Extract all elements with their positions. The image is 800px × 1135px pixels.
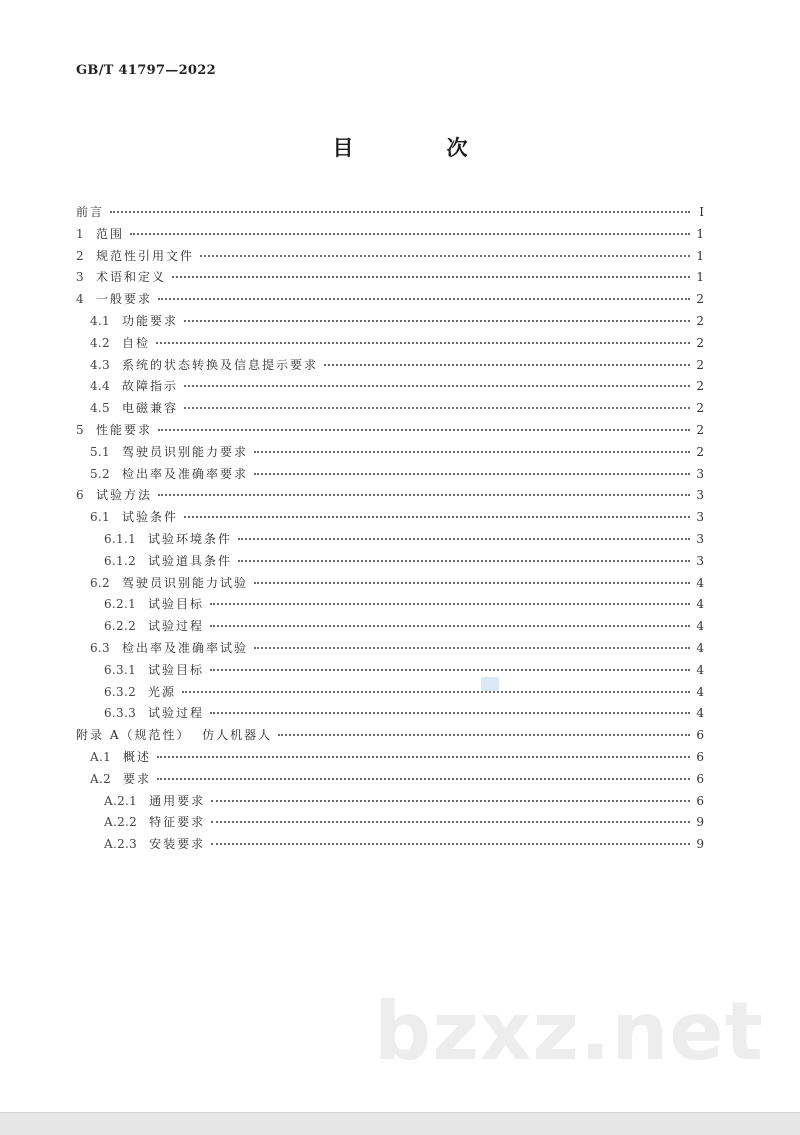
toc-entry[interactable]: [104, 551, 704, 571]
toc-dot-leader: [156, 342, 690, 344]
toc-entry[interactable]: [104, 812, 704, 832]
toc-entry[interactable]: [104, 703, 704, 723]
scan-mark-icon: [481, 677, 499, 691]
toc-dot-leader: [157, 778, 690, 780]
toc-entry-number: 4.2: [90, 335, 110, 350]
toc-dot-leader: [254, 473, 690, 475]
toc-entry-title: 试验道具条件: [148, 553, 233, 568]
toc-entry-number: 6.2: [90, 575, 110, 590]
toc-entry-number: 6.3.3: [104, 706, 137, 721]
toc-entry-page: 6: [696, 728, 704, 743]
toc-dot-leader: [278, 734, 690, 736]
page-bottom-edge: [0, 1112, 800, 1135]
toc-entry-title: 试验过程: [148, 619, 205, 634]
toc-entry[interactable]: [90, 442, 704, 462]
toc-entry-page: 3: [696, 532, 704, 546]
toc-entry[interactable]: [104, 791, 704, 811]
toc-entry[interactable]: [90, 573, 704, 593]
toc-entry-page: 4: [696, 597, 704, 612]
toc-entry-page: 9: [696, 837, 704, 852]
toc-dot-leader: [254, 451, 690, 453]
toc-entry-number: 6.3.2: [104, 684, 137, 699]
toc-entry-page: 1: [696, 226, 704, 241]
toc-entry-title: 范围: [95, 226, 124, 241]
toc-entry[interactable]: [90, 398, 704, 418]
toc-entry-page: 4: [696, 575, 704, 590]
toc-entry-title: 特征要求: [149, 815, 206, 830]
toc-dot-leader: [200, 255, 690, 257]
toc-entry-title: 检出率及准确率试验: [121, 641, 248, 655]
standard-code: GB/T 41797—2022: [76, 63, 216, 78]
toc-entry-number: A.2.2: [104, 815, 138, 830]
toc-entry-number: 6.1.2: [104, 553, 137, 568]
toc-entry-number: 5: [76, 423, 84, 437]
watermark: bzxz.net: [374, 985, 764, 1078]
toc-entry-title: 一般要求: [95, 292, 152, 307]
toc-entry-number: 6.1: [90, 510, 110, 525]
toc-entry[interactable]: [104, 529, 704, 549]
toc-entry-title: 功能要求: [121, 314, 178, 328]
toc-dot-leader: [157, 756, 690, 758]
toc-dot-leader: [211, 843, 690, 845]
toc-dot-leader: [172, 276, 690, 278]
toc-entry-number: 1: [76, 226, 84, 241]
toc-entry-number: 6.2.1: [104, 597, 137, 612]
toc-entry[interactable]: [90, 638, 704, 658]
toc-entry-page: 6: [696, 793, 704, 808]
toc-dot-leader: [182, 691, 690, 693]
toc-entry-number: 4.4: [90, 379, 110, 394]
toc-entry-title: 性能要求: [95, 423, 152, 437]
toc-entry[interactable]: [90, 376, 704, 396]
toc-entry-number: 2: [76, 248, 84, 263]
toc-entry[interactable]: [90, 355, 704, 375]
toc-entry[interactable]: [76, 420, 704, 440]
toc-entry-page: 2: [696, 335, 704, 350]
toc-dot-leader: [158, 494, 690, 496]
toc-entry-title: 检出率及准确率要求: [121, 466, 248, 481]
toc-entry-title: 驾驶员识别能力试验: [121, 575, 248, 590]
toc-entry-page: 2: [696, 314, 704, 328]
toc-dot-leader: [158, 429, 690, 431]
toc-entry-title: 通用要求: [149, 793, 206, 808]
toc-title: 目 次: [332, 135, 504, 160]
toc-entry-title: 光源: [148, 684, 177, 699]
toc-entry-page: 1: [696, 270, 704, 285]
toc-entry[interactable]: [76, 224, 704, 244]
toc-entry[interactable]: [76, 289, 704, 309]
toc-entry-title: 附录 A（规范性） 仿人机器人: [76, 728, 273, 743]
toc-entry-number: A.2.3: [104, 837, 138, 852]
toc-entry-number: 5.2: [90, 466, 110, 481]
toc-entry-page: Ⅰ: [699, 205, 704, 219]
toc-dot-leader: [211, 800, 690, 802]
toc-entry-number: 6.3: [90, 641, 110, 655]
toc-entry-page: 6: [696, 750, 704, 764]
toc-dot-leader: [238, 538, 690, 540]
toc-entry-page: 9: [696, 815, 704, 830]
toc-entry-page: 3: [696, 466, 704, 481]
toc-dot-leader: [184, 320, 690, 322]
toc-entry-title: 试验方法: [95, 488, 152, 503]
toc-entry-title: 概述: [123, 750, 152, 764]
toc-entry-page: 2: [696, 444, 704, 459]
toc-entry[interactable]: [76, 202, 704, 222]
toc-entry-number: 4.1: [90, 314, 110, 328]
toc-dot-leader: [254, 582, 690, 584]
toc-entry-page: 2: [696, 292, 704, 307]
toc-entry-number: 5.1: [90, 444, 110, 459]
toc-entry-page: 6: [696, 771, 704, 786]
toc-entry-number: 4.3: [90, 357, 110, 372]
toc-entry-page: 2: [696, 379, 704, 394]
toc-entry[interactable]: [90, 507, 704, 527]
toc-dot-leader: [110, 211, 690, 213]
toc-entry-number: A.2: [90, 771, 112, 786]
toc-entry-title: 试验条件: [121, 510, 178, 525]
toc-dot-leader: [254, 647, 690, 649]
toc-entry-number: A.2.1: [104, 793, 138, 808]
toc-dot-leader: [210, 625, 690, 627]
toc-entry-number: 6.2.2: [104, 619, 137, 634]
toc-entry[interactable]: [104, 682, 704, 702]
toc-dot-leader: [184, 516, 690, 518]
toc-entry-title: 系统的状态转换及信息提示要求: [121, 357, 318, 372]
toc-dot-leader: [184, 407, 690, 409]
toc-entry-page: 4: [696, 662, 704, 677]
toc-entry[interactable]: [90, 464, 704, 484]
toc-entry-number: 4: [76, 292, 84, 307]
toc-entry-page: 2: [696, 401, 704, 416]
toc-entry-number: 6.1.1: [104, 532, 137, 546]
toc-entry[interactable]: [90, 311, 704, 331]
toc-entry-title: 试验过程: [148, 706, 205, 721]
toc-entry-title: 驾驶员识别能力要求: [121, 444, 248, 459]
toc-entry-title: 试验目标: [148, 597, 205, 612]
toc-entry-title: 安装要求: [149, 837, 206, 852]
toc-entry[interactable]: [76, 267, 704, 287]
toc-entry-page: 3: [696, 488, 704, 503]
toc-entry-title: 术语和定义: [95, 270, 166, 285]
toc-entry[interactable]: [104, 834, 704, 854]
toc-entry[interactable]: [90, 769, 704, 789]
toc-entry-number: 4.5: [90, 401, 110, 416]
toc-dot-leader: [238, 560, 690, 562]
toc-dot-leader: [210, 712, 690, 714]
toc-entry-page: 2: [696, 423, 704, 437]
toc-entry-number: 3: [76, 270, 84, 285]
toc-entry-title: 试验目标: [148, 662, 205, 677]
toc-entry-page: 3: [696, 510, 704, 525]
toc-dot-leader: [184, 385, 690, 387]
toc-entry-page: 4: [696, 684, 704, 699]
toc-entry-title: 试验环境条件: [148, 532, 233, 546]
toc-entry-title: 规范性引用文件: [95, 248, 194, 263]
toc-dot-leader: [210, 603, 690, 605]
toc-entry-number: 6.3.1: [104, 662, 137, 677]
toc-entry[interactable]: [90, 333, 704, 353]
toc-entry-page: 2: [696, 357, 704, 372]
toc-entry-title: 故障指示: [121, 379, 178, 394]
toc-entry-number: A.1: [90, 750, 112, 764]
toc-entry-page: 4: [696, 619, 704, 634]
toc-entry-number: 6: [76, 488, 84, 503]
toc-dot-leader: [158, 298, 690, 300]
toc-entry-page: 1: [696, 248, 704, 263]
toc-entry-page: 4: [696, 706, 704, 721]
toc-entry[interactable]: [104, 660, 704, 680]
toc-entry[interactable]: [90, 747, 704, 767]
toc-entry[interactable]: [76, 246, 704, 266]
toc-entry-title: 电磁兼容: [121, 401, 178, 416]
toc-entry[interactable]: [76, 485, 704, 505]
toc-entry[interactable]: [104, 616, 704, 636]
toc-entry[interactable]: [104, 594, 704, 614]
toc-dot-leader: [210, 669, 690, 671]
toc-dot-leader: [130, 233, 690, 235]
toc-entry-title: 自检: [121, 335, 150, 350]
toc-entry[interactable]: [76, 725, 704, 745]
toc-entry-title: 前言: [76, 205, 105, 219]
toc-entry-title: 要求: [123, 771, 152, 786]
toc-dot-leader: [324, 364, 690, 366]
toc-entry-page: 3: [696, 553, 704, 568]
toc-dot-leader: [211, 821, 690, 823]
toc-entry-page: 4: [696, 641, 704, 655]
